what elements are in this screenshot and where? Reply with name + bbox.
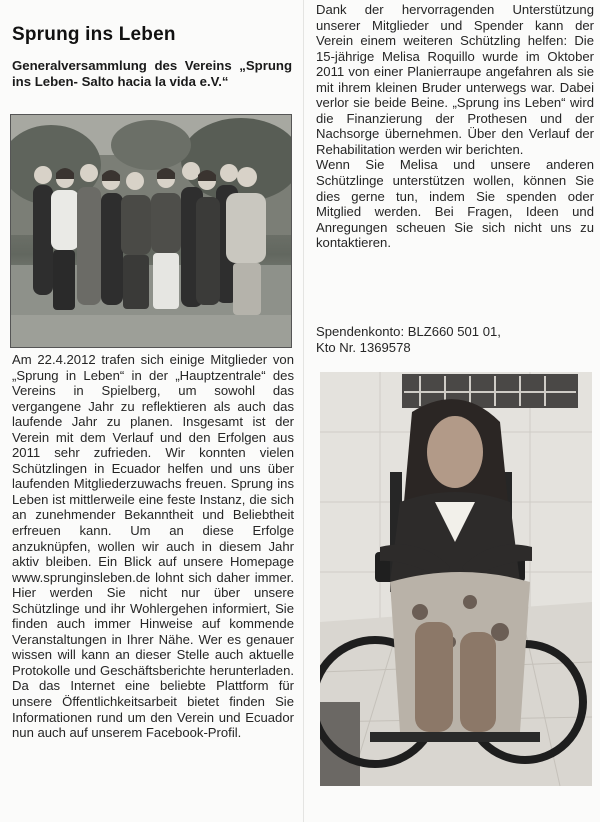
donation-account-line-2: Kto Nr. 1369578 bbox=[316, 340, 411, 355]
group-photo-drawing bbox=[11, 115, 291, 347]
wheelchair-photo-drawing bbox=[320, 372, 592, 786]
left-paragraph: Am 22.4.2012 trafen sich einige Mitglieder von „Sprung in Leben“ in der „Hauptzentrale“ des Vereins in Spielberg, um sowohl das vergangene Jahr zu reflektieren als auch das laufende Jahr zu planen. Insgesamt ist der Verein mit dem Verlauf und den Erfolgen aus 2011 sehr zufrieden. Wir konnten vielen Schützlingen in Ecuador helfen und uns über laufenden Mitgliederzuwachs freuen. Sprung ins Leben ist mittlerweile eine feste Instanz, die sich an zunehmender Bekanntheit und Beliebtheit erfreuen kann. Um an diese Erfolge anzuknüpfen, wollen wir auch in diesem Jahr aktiv bleiben. Ein Blick auf unsere Homepage www.sprunginsleben.de lohnt sich daher immer. Hier werden Sie nicht nur über unsere Schützlinge und ihr Wohlergehen informiert, Sie finden auch immer Hinweise auf kommende Veranstaltungen in Ihrer Nähe. Wer es genauer wissen will kann an dieser Stelle auch aktuelle Protokolle und Geschäftsberichte herunterladen. Da das Internet eine beliebte Plattform für unsere Öffentlichkeitsarbeit bietet finden Sie Informationen rund um den Verein und Ecuador nun auch auf unserem Facebook-Profil. bbox=[12, 352, 294, 741]
right-paragraph-2: Wenn Sie Melisa und unsere anderen Schützlinge unterstützen wollen, können Sie dies gerne tun, indem Sie spenden oder Mitglied werden. Bei Fragen, Ideen und Anregungen scheuen Sie sich nicht uns zu kontaktieren. bbox=[316, 157, 594, 251]
donation-account bbox=[316, 324, 594, 356]
column-divider bbox=[303, 0, 304, 822]
article-subtitle: Generalversammlung des Vereins „Sprung ins Leben- Salto hacia la vida e.V.“ bbox=[12, 58, 292, 90]
right-paragraph-1: Dank der hervorragenden Unterstützung unserer Mitglieder und Spender kann der Verein einem weiteren Schützling helfen: Die 15-jährige Melisa Roquillo wurde im Oktober 2011 von einer Planierraupe angefahren als sie mit ihrem kleinen Bruder unterwegs war. Dabei verlor sie beide Beine. „Sprung ins Leben“ wird die Finanzierung der Prothesen und der Nachsorge übernehmen. Über den Verlauf der Rehabilitation werden wir berichten. bbox=[316, 2, 594, 157]
article-body-left bbox=[12, 352, 294, 741]
donation-account-line-1: Spendenkonto: BLZ660 501 01, bbox=[316, 324, 501, 339]
article-body-right bbox=[316, 2, 594, 251]
right-column bbox=[312, 0, 596, 812]
group-photo bbox=[10, 114, 292, 348]
article-title: Sprung ins Leben bbox=[12, 24, 176, 45]
left-column bbox=[8, 10, 298, 816]
wheelchair-photo bbox=[320, 372, 592, 786]
